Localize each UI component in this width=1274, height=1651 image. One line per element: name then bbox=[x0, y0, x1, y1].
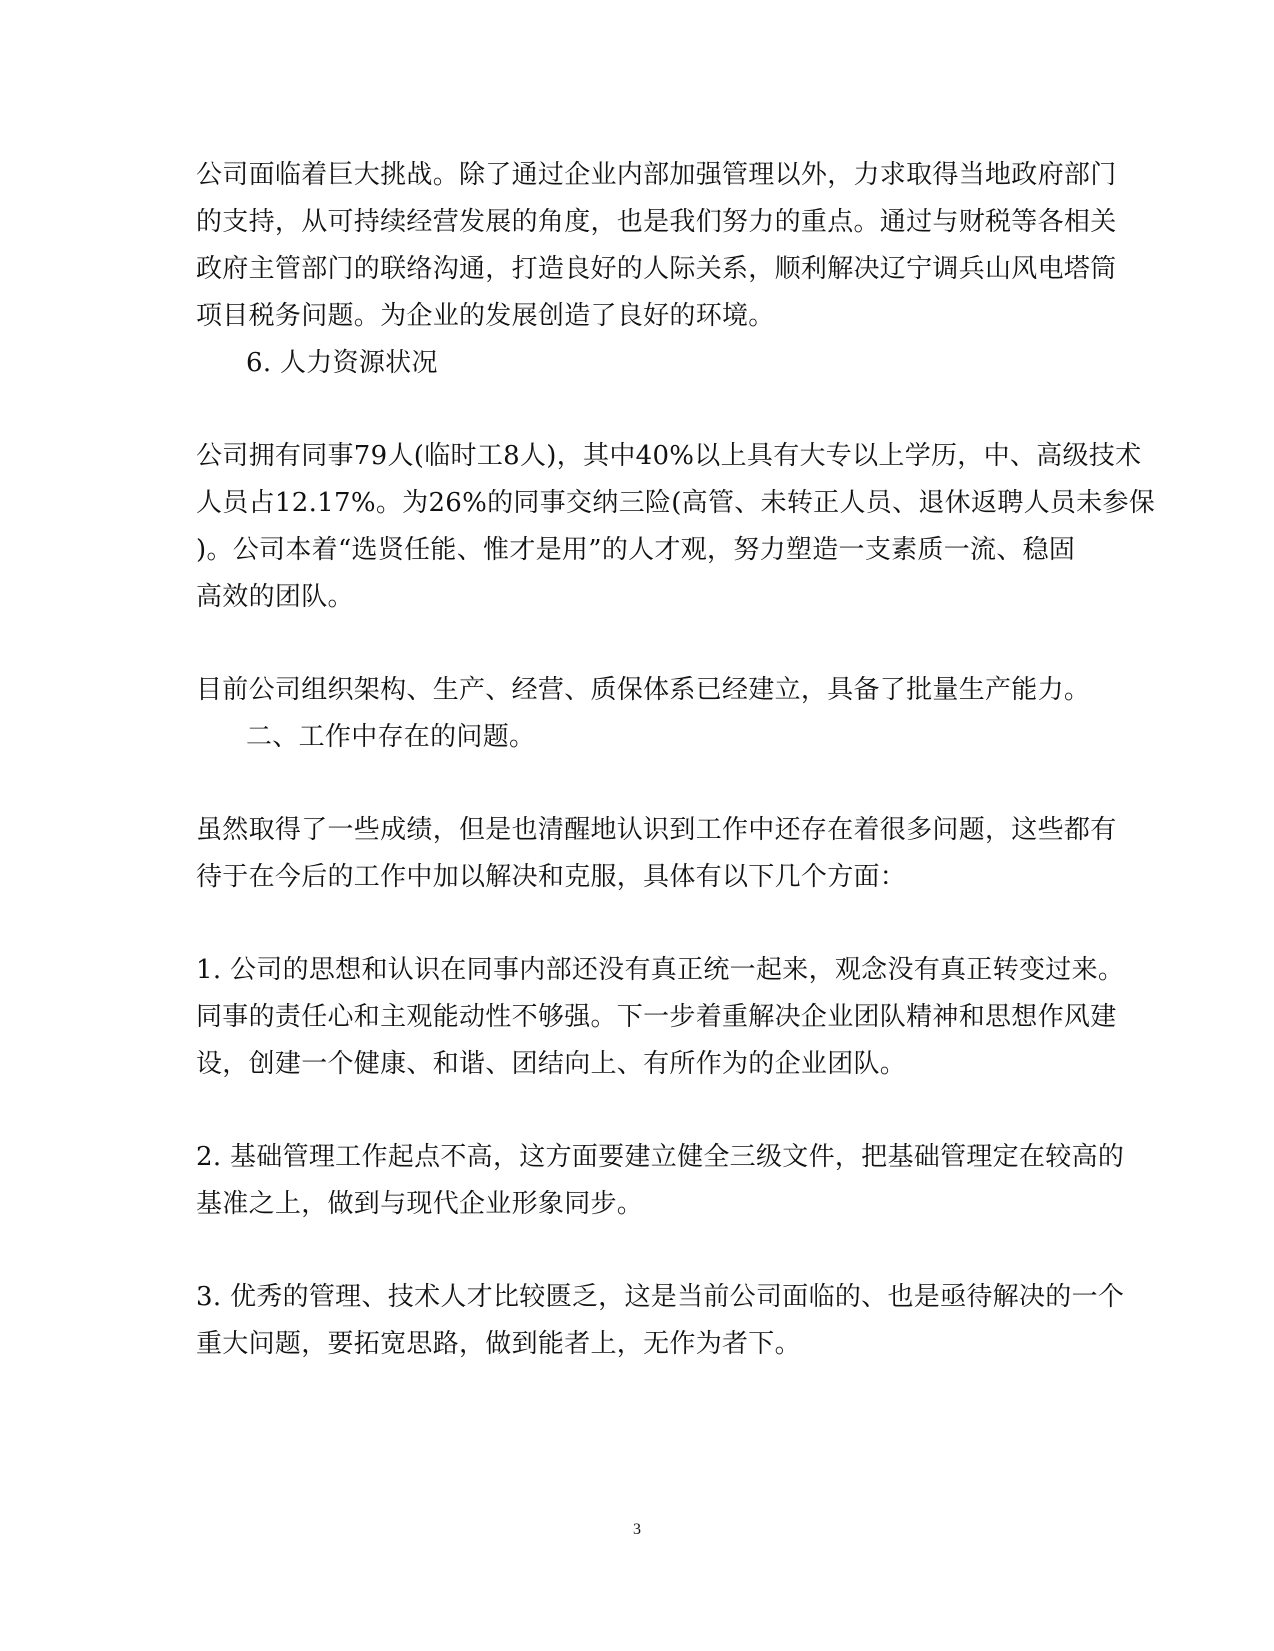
paragraph-line: 项目税务问题。为企业的发展创造了良好的环境。 bbox=[196, 301, 775, 331]
page-number: 3 bbox=[633, 1521, 641, 1538]
paragraph-line: 政府主管部门的联络沟通，打造良好的人际关系，顺利解决辽宁调兵山风电塔筒 bbox=[196, 254, 1117, 284]
list-item-line: 3. 优秀的管理、技术人才比较匮乏，这是当前公司面临的、也是亟待解决的一个 bbox=[196, 1282, 1125, 1312]
paragraph-line: 公司拥有同事79人(临时工8人)，其中40%以上具有大专以上学历，中、高级技术 bbox=[196, 441, 1142, 471]
paragraph-line: 的支持，从可持续经营发展的角度，也是我们努力的重点。通过与财税等各相关 bbox=[196, 207, 1117, 237]
list-item-line: 同事的责任心和主观能动性不够强。下一步着重解决企业团队精神和思想作风建 bbox=[196, 1002, 1117, 1032]
list-item-line: 基准之上，做到与现代企业形象同步。 bbox=[196, 1189, 644, 1219]
paragraph-line: 高效的团队。 bbox=[196, 582, 354, 612]
paragraph-line: 公司面临着巨大挑战。除了通过企业内部加强管理以外，力求取得当地政府部门 bbox=[196, 160, 1117, 190]
list-item-line: 重大问题，要拓宽思路，做到能者上，无作为者下。 bbox=[196, 1329, 801, 1359]
paragraph-line: 虽然取得了一些成绩，但是也清醒地认识到工作中还存在着很多问题，这些都有 bbox=[196, 815, 1117, 845]
list-item-line: 2. 基础管理工作起点不高，这方面要建立健全三级文件，把基础管理定在较高的 bbox=[196, 1142, 1125, 1172]
list-item-line: 1. 公司的思想和认识在同事内部还没有真正统一起来，观念没有真正转变过来。 bbox=[196, 955, 1125, 985]
paragraph-line: 待于在今后的工作中加以解决和克服，具体有以下几个方面： bbox=[196, 862, 907, 892]
section-heading: 6. 人力资源状况 bbox=[246, 348, 438, 378]
list-item-line: 设，创建一个健康、和谐、团结向上、有所作为的企业团队。 bbox=[196, 1049, 907, 1079]
section-heading: 二、工作中存在的问题。 bbox=[246, 722, 536, 752]
paragraph-line: )。公司本着“选贤任能、惟才是用”的人才观，努力塑造一支素质一流、稳固 bbox=[196, 535, 1076, 565]
paragraph-line: 人员占12.17%。为26%的同事交纳三险(高管、未转正人员、退休返聘人员未参保 bbox=[196, 488, 1156, 518]
paragraph-line: 目前公司组织架构、生产、经营、质保体系已经建立，具备了批量生产能力。 bbox=[196, 675, 1091, 705]
